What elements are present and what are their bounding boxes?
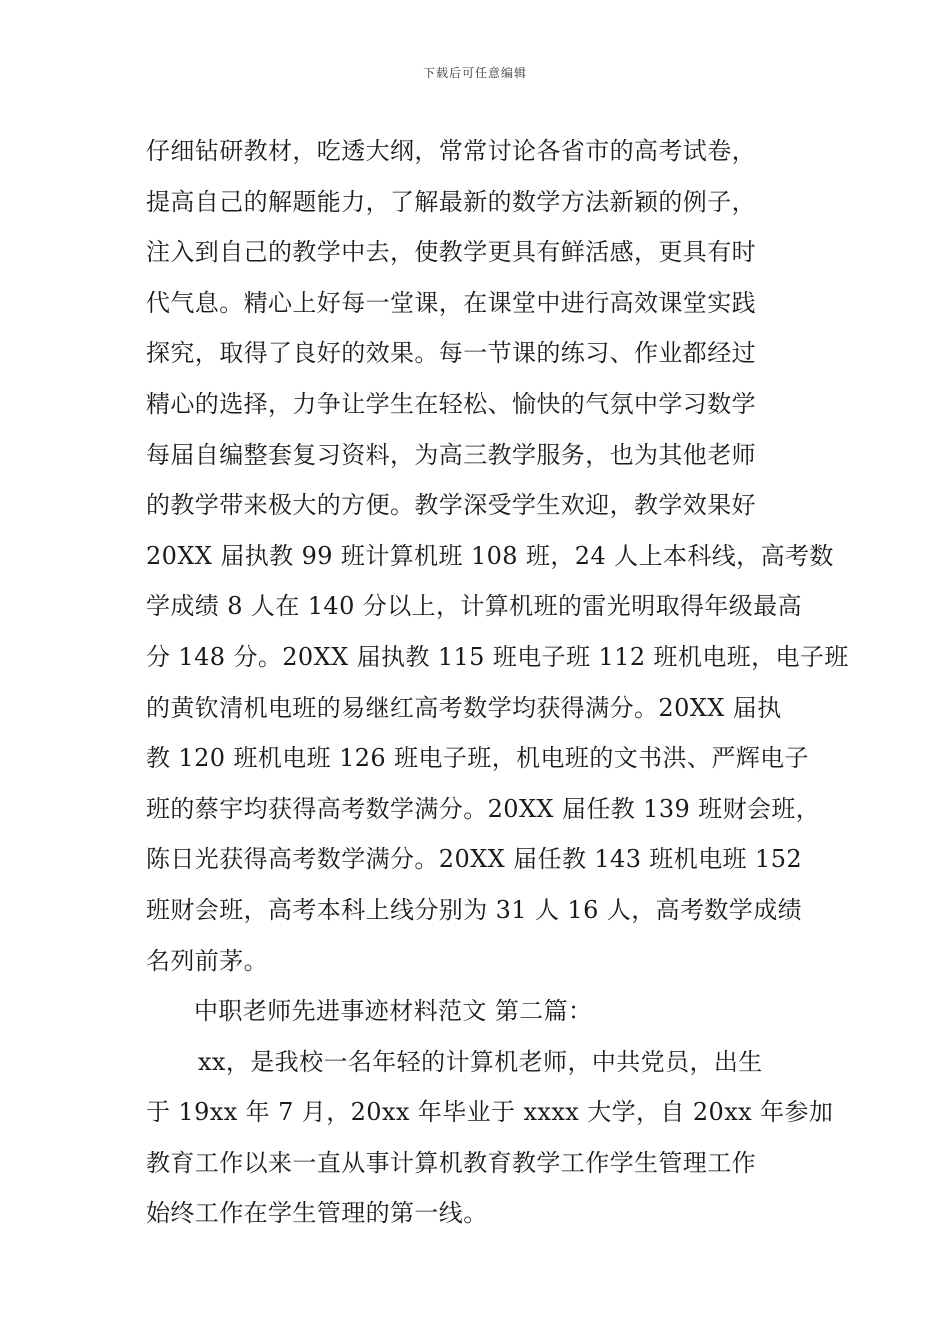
text-line: 始终工作在学生管理的第一线。 <box>146 1199 488 1228</box>
text-line: 代气息。精心上好每一堂课，在课堂中进行高效课堂实践 <box>146 288 756 317</box>
text-line: 精心的选择，力争让学生在轻松、愉快的气氛中学习数学 <box>146 389 756 418</box>
text-line: 仔细钻研教材，吃透大纲，常常讨论各省市的高考试卷， <box>146 137 756 165</box>
text-line: 教育工作以来一直从事计算机教育教学工作学生管理工作 <box>146 1148 756 1177</box>
section-heading: 中职老师先进事迹材料范文 第二篇： <box>194 997 593 1026</box>
text-line: 班财会班，高考本科上线分别为 31 人 16 人，高考数学成绩 <box>146 895 802 924</box>
text-line: 学成绩 8 人在 140 分以上，计算机班的雷光明取得年级最高 <box>146 592 802 621</box>
text-line: 分 148 分。20XX 届执教 115 班电子班 112 班机电班，电子班 <box>146 642 849 671</box>
text-line: 的教学带来极大的方便。教学深受学生欢迎，教学效果好 <box>146 491 756 520</box>
text-line: xx，是我校一名年轻的计算机老师，中共党员，出生 <box>198 1047 763 1076</box>
text-line: 每届自编整套复习资料，为高三教学服务，也为其他老师 <box>146 440 756 469</box>
text-line: 陈日光获得高考数学满分。20XX 届任教 143 班机电班 152 <box>146 845 803 874</box>
text-line: 探究，取得了良好的效果。每一节课的练习、作业都经过 <box>146 339 756 368</box>
text-line: 教 120 班机电班 126 班电子班，机电班的文书洪、严辉电子 <box>146 744 809 773</box>
text-line: 名列前茅。 <box>146 946 268 975</box>
text-line: 20XX 届执教 99 班计算机班 108 班，24 人上本科线，高考数 <box>146 541 834 570</box>
text-line: 班的蔡宇均获得高考数学满分。20XX 届任教 139 班财会班， <box>146 794 821 823</box>
text-line: 的黄钦清机电班的易继红高考数学均获得满分。20XX 届执 <box>146 693 782 722</box>
body-text <box>146 126 849 1239</box>
text-line: 提高自己的解题能力，了解最新的数学方法新颖的例子， <box>146 187 756 216</box>
page-header-note: 下载后可任意编辑 <box>422 66 527 80</box>
text-line: 注入到自己的教学中去，使教学更具有鲜活感，更具有时 <box>146 238 756 267</box>
text-line: 于 19xx 年 7 月，20xx 年毕业于 xxxx 大学，自 20xx 年参加 <box>146 1098 834 1127</box>
